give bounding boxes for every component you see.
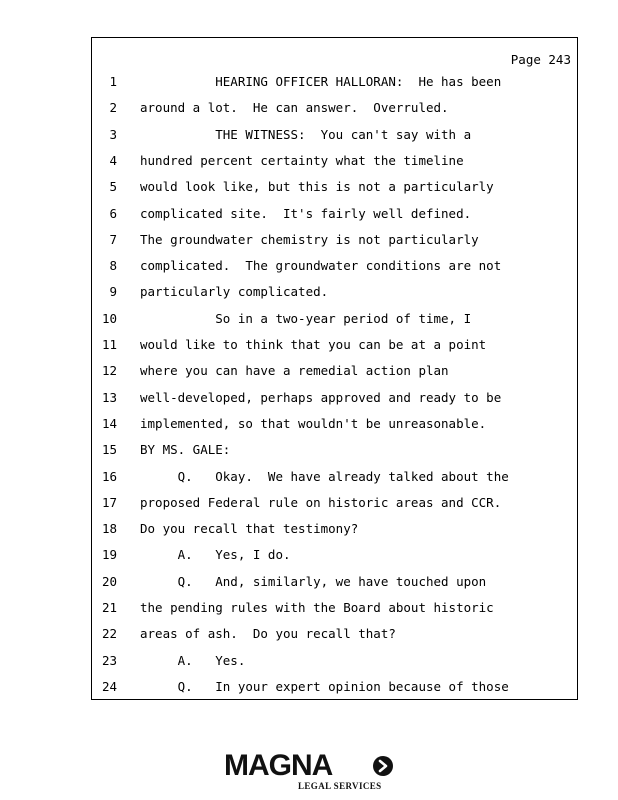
- line-text: HEARING OFFICER HALLORAN: He has been: [140, 74, 502, 89]
- transcript-line: [92, 337, 577, 357]
- transcript-line: [92, 574, 577, 594]
- transcript-line: [92, 74, 577, 94]
- line-text: So in a two-year period of time, I: [140, 310, 472, 326]
- line-text: Q. In your expert opinion because of those: [140, 678, 509, 694]
- line-number: 22: [101, 626, 117, 642]
- line-number: 14: [101, 415, 117, 431]
- line-text: complicated site. It's fairly well defined.: [140, 205, 472, 221]
- line-text: would like to think that you can be at a point: [140, 337, 487, 352]
- transcript-line: [92, 442, 577, 462]
- transcript-line: [92, 390, 577, 410]
- line-text: BY MS. GALE:: [140, 442, 231, 458]
- line-number: 3: [109, 126, 117, 142]
- transcript-page: [91, 37, 578, 700]
- line-text: complicated. The groundwater conditions are not: [140, 258, 502, 274]
- transcript-line: [92, 416, 577, 436]
- page-number: Page 243: [510, 52, 571, 67]
- transcript-line: [92, 679, 577, 699]
- transcript-line: [92, 521, 577, 541]
- arrow-circle-icon: [372, 755, 394, 777]
- line-number: 1: [109, 74, 117, 89]
- transcript-line: [92, 547, 577, 567]
- line-number: 12: [101, 363, 117, 379]
- line-number: 19: [101, 547, 117, 563]
- transcript-line: [92, 600, 577, 620]
- line-number: 4: [109, 152, 117, 168]
- transcript-line: [92, 258, 577, 278]
- transcript-line: [92, 127, 577, 147]
- transcript-line: [92, 653, 577, 673]
- line-number: 16: [101, 468, 117, 484]
- line-number: 24: [101, 678, 117, 694]
- line-text: hundred percent certainty what the timeline: [140, 152, 464, 168]
- line-number: 7: [109, 231, 117, 247]
- line-number: 23: [101, 652, 117, 668]
- line-text: Do you recall that testimony?: [140, 521, 359, 537]
- line-text: well-developed, perhaps approved and ready to be: [140, 389, 502, 405]
- line-text: Q. And, similarly, we have touched upon: [140, 573, 487, 589]
- line-text: particularly complicated.: [140, 284, 329, 300]
- transcript-line: [92, 363, 577, 383]
- line-number: 10: [101, 310, 117, 326]
- line-text: the pending rules with the Board about historic: [140, 600, 494, 615]
- line-number: 20: [101, 573, 117, 589]
- transcript-line: [92, 495, 577, 515]
- transcript-line: [92, 311, 577, 331]
- line-text: The groundwater chemistry is not particularly: [140, 231, 479, 247]
- line-text: areas of ash. Do you recall that?: [140, 626, 396, 642]
- line-number: 6: [109, 205, 117, 221]
- line-number: 2: [109, 100, 117, 116]
- line-number: 5: [109, 179, 117, 195]
- logo-wordmark: MAGNA: [224, 749, 333, 782]
- line-number: 8: [109, 258, 117, 274]
- magna-logo: [224, 750, 394, 792]
- transcript-line: [92, 626, 577, 646]
- transcript-line: [92, 179, 577, 199]
- line-number: 17: [101, 494, 117, 510]
- line-number: 11: [101, 337, 117, 352]
- line-text: A. Yes, I do.: [140, 547, 291, 563]
- transcript-line: [92, 100, 577, 120]
- transcript-line: [92, 206, 577, 226]
- line-number: 21: [101, 600, 117, 615]
- line-text: where you can have a remedial action plan: [140, 363, 449, 379]
- line-text: Q. Okay. We have already talked about the: [140, 468, 509, 484]
- transcript-line: [92, 284, 577, 304]
- line-number: 9: [109, 284, 117, 300]
- line-text: proposed Federal rule on historic areas and CCR.: [140, 494, 502, 510]
- line-text: would look like, but this is not a particularly: [140, 179, 494, 195]
- logo-subtitle: LEGAL SERVICES: [298, 781, 382, 791]
- line-number: 13: [101, 389, 117, 405]
- transcript-line: [92, 232, 577, 252]
- line-text: implemented, so that wouldn't be unreasonable.: [140, 415, 487, 431]
- transcript-line: [92, 153, 577, 173]
- line-number: 15: [101, 442, 117, 458]
- line-text: THE WITNESS: You can't say with a: [140, 126, 472, 142]
- line-text: A. Yes.: [140, 652, 246, 668]
- line-text: around a lot. He can answer. Overruled.: [140, 100, 449, 116]
- transcript-line: [92, 469, 577, 489]
- line-number: 18: [101, 521, 117, 537]
